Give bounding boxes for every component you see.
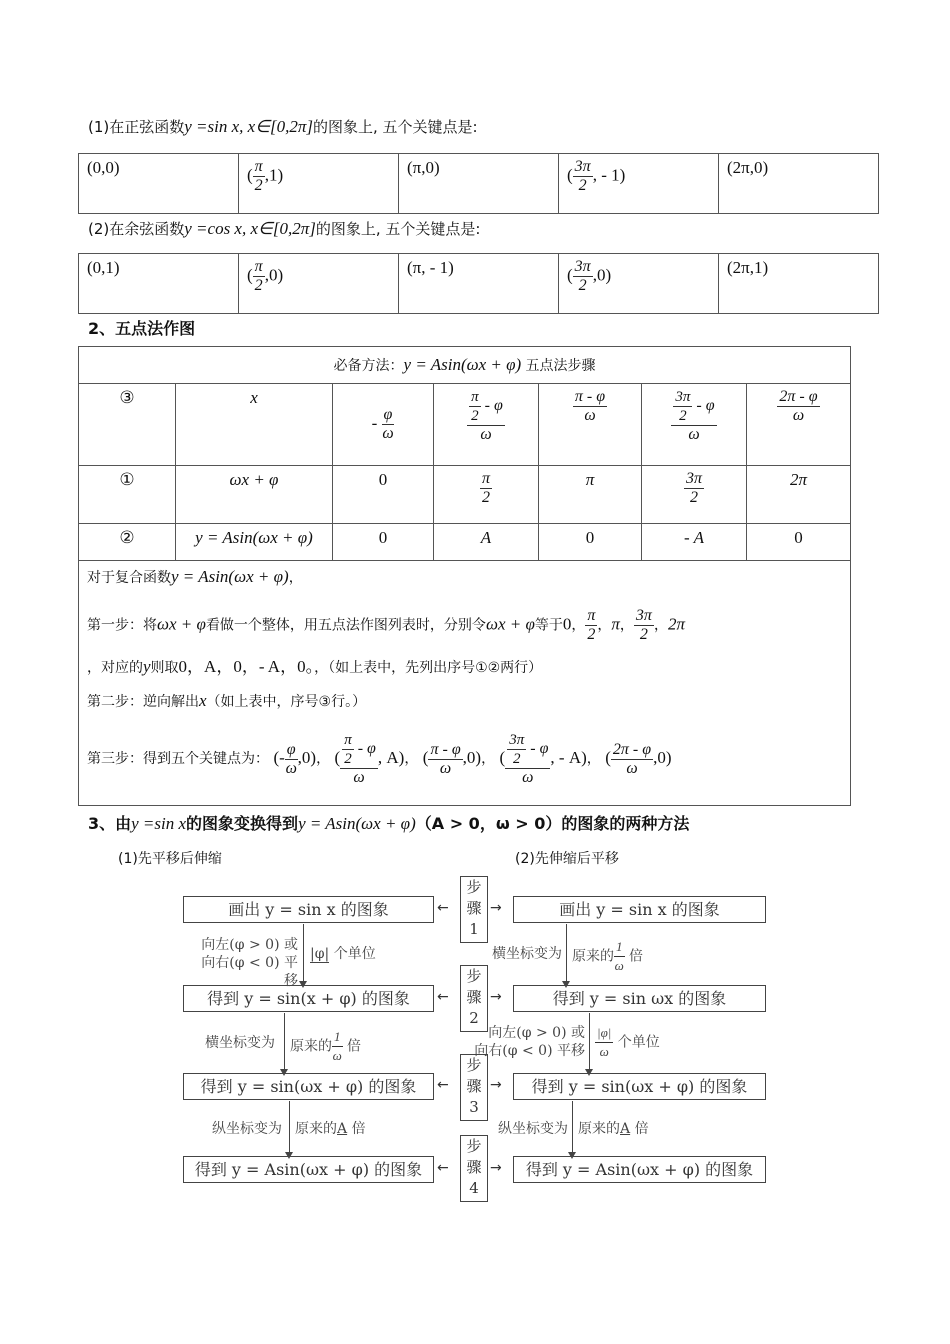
left-transform-1: 向左(φ > 0) 或 向右(φ < 0) 平移: [201, 937, 298, 989]
point-cell: (0,1): [79, 254, 239, 314]
step-1: 步 骤 1: [460, 876, 488, 943]
point-cell: (2π,1): [719, 254, 879, 314]
left-box-2: 得到 y = sin(x + φ) 的图象: [183, 985, 434, 1012]
formula: y =sin x: [184, 117, 240, 136]
right-transform-3: 纵坐标变为: [498, 1121, 568, 1137]
point-cell: (π,0): [399, 154, 559, 214]
left-box-1: 画出 y = sin x 的图象: [183, 896, 434, 923]
arrow-left-icon: ←: [437, 1160, 449, 1176]
left-transform-2-amount: 原来的 $\frac{1}{\omega}$ 倍: [290, 1029, 361, 1063]
table-row-x: ③ x - $\frac{\varphi}{\omega}$ $\frac{\pi}{2}$ - φ ω $\frac{\pi - \varphi}{\omega}$ $\frac{3\pi}{2}$ - φ ω $\frac{2\pi - \varphi}{\omega}$: [79, 384, 851, 466]
right-transform-2-amount: $\frac{|\varphi|}{\omega}$ 个单位: [597, 1025, 660, 1059]
right-box-2: 得到 y = sin ωx 的图象: [513, 985, 766, 1012]
text: (1)在正弦函数: [88, 118, 185, 136]
sin-key-points-table: [78, 153, 879, 214]
right-transform-3-amount: 原来的A 倍: [578, 1121, 649, 1137]
left-method-title: (1)先平移后伸缩: [118, 851, 222, 867]
left-transform-3-amount: 原来的A 倍: [295, 1121, 366, 1137]
steps-notes: 对于复合函数y = Asin(ωx + φ)， 第一步：将ωx + φ看做一个整体，用五点法作图列表时，分别令ωx + φ等于0， $\frac{\pi}{2}$ ，π， $\frac{3\pi}{2}$ ，2π ，对应的y则取0，A，0，- A，0。，（如上表中，先列出序号①②两行） 第二步：逆向解出x（如上表中，序号③行。） 第三步：得到五个关键点为： (- $\frac{\varphi}{\omega}$ ,0)， ( $\frac{\pi}{2}$ - φ ω , A)， ( $\frac{\pi - \varphi}{\omega}$ ,0)， ( $\frac{3\pi}{2}$ - φ ω , - A)， ( $\frac{2\pi - \varphi}{\omega}$ ,0): [79, 561, 851, 806]
arrow-left-icon: ←: [437, 1077, 449, 1093]
text: 的图象上, 五个关键点是:: [315, 220, 481, 238]
cos-intro: [88, 218, 480, 239]
formula: y =cos x: [184, 219, 242, 238]
point-cell: ( $\frac{3\pi}{2}$ , - 1): [559, 154, 719, 214]
table-row-phase: ① ωx + φ 0 $\frac{\pi}{2}$ π $\frac{3\pi}{2}$ 2π: [79, 466, 851, 524]
right-transform-2: 向左(φ > 0) 或 向右(φ < 0) 平移: [474, 1025, 585, 1059]
section2-title: 2、五点法作图: [88, 319, 196, 338]
right-transform-1-amount: 原来的 $\frac{1}{\omega}$ 倍: [572, 939, 643, 973]
table-header: 必备方法：y = Asin(ωx + φ) 五点法步骤: [79, 347, 851, 384]
point-cell: ( $\frac{\pi}{2}$ ,1): [239, 154, 399, 214]
left-transform-1-amount: |φ| 个单位: [310, 946, 376, 962]
domain: , x∈[0,2π]: [241, 219, 316, 238]
text: 的图象上, 五个关键点是:: [313, 118, 478, 136]
cos-key-points-table: [78, 253, 879, 314]
arrow-down-icon: [284, 1013, 285, 1070]
right-box-1: 画出 y = sin x 的图象: [513, 896, 766, 923]
point-cell: (0,0): [79, 154, 239, 214]
sin-intro: [88, 116, 478, 137]
arrow-down-icon: [289, 1101, 290, 1153]
arrow-right-icon: →: [490, 989, 502, 1005]
right-box-3: 得到 y = sin(ωx + φ) 的图象: [513, 1073, 766, 1100]
domain: , x∈[0,2π]: [239, 117, 314, 136]
right-box-4: 得到 y = Asin(ωx + φ) 的图象: [513, 1156, 766, 1183]
point-cell: (2π,0): [719, 154, 879, 214]
point-cell: ( $\frac{\pi}{2}$ ,0): [239, 254, 399, 314]
left-box-4: 得到 y = Asin(ωx + φ) 的图象: [183, 1156, 434, 1183]
arrow-left-icon: ←: [437, 900, 449, 916]
arrow-down-icon: [572, 1101, 573, 1153]
left-transform-3: 纵坐标变为: [212, 1121, 282, 1137]
table-row-y: ② y = Asin(ωx + φ) 0 A 0 - A 0: [79, 524, 851, 561]
arrow-down-icon: [566, 924, 567, 982]
step-4: 步 骤 4: [460, 1135, 488, 1202]
step-3: 步 骤 3: [460, 1054, 488, 1121]
arrow-right-icon: →: [490, 900, 502, 916]
arrow-down-icon: [589, 1013, 590, 1070]
left-transform-2: 横坐标变为: [205, 1035, 275, 1051]
arrow-left-icon: ←: [437, 989, 449, 1005]
right-method-title: (2)先伸缩后平移: [515, 851, 619, 867]
section3-title: 3、由y =sin x的图象变换得到y = Asin(ωx + φ)（A > 0，ω > 0）的图象的两种方法: [88, 814, 690, 833]
step-2: 步 骤 2: [460, 965, 488, 1032]
text: (2)在余弦函数: [88, 220, 185, 238]
right-transform-1: 横坐标变为: [492, 946, 562, 962]
arrow-right-icon: →: [490, 1077, 502, 1093]
arrow-down-icon: [303, 924, 304, 982]
point-cell: (π, - 1): [399, 254, 559, 314]
arrow-right-icon: →: [490, 1160, 502, 1176]
point-cell: ( $\frac{3\pi}{2}$ ,0): [559, 254, 719, 314]
left-box-3: 得到 y = sin(ωx + φ) 的图象: [183, 1073, 434, 1100]
five-point-table: [78, 346, 851, 806]
